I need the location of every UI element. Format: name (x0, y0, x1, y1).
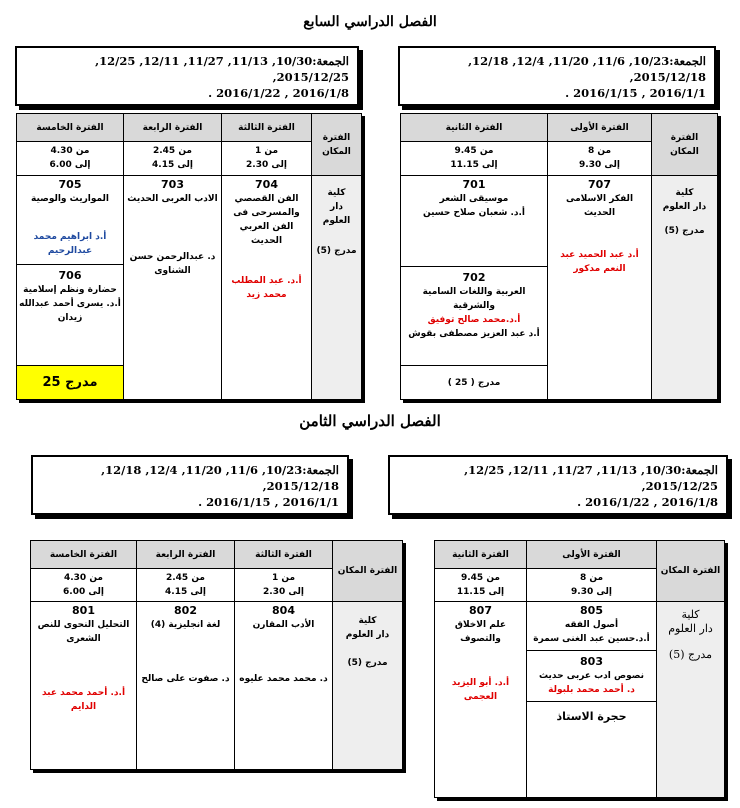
course-cell (527, 602, 657, 798)
course-cell (31, 602, 137, 770)
time-from: من 1 (271, 573, 296, 583)
time-from: من 9.45 (454, 146, 494, 156)
date-line: 2016/1/8 , 2016/1/22 . (208, 86, 349, 100)
course-name: موسيقى الشعر (439, 194, 509, 204)
course-name: علم الاخلاق والتصوف (454, 620, 507, 644)
second-course (401, 266, 547, 341)
time-to: إلى 9.30 (579, 160, 620, 170)
period-4-header: الفترة الرابعة (124, 114, 222, 142)
course-name: لغة انجليزية (4) (150, 620, 221, 630)
course-code: 703 (161, 178, 184, 191)
period-3-header: الفترة الثالثة (235, 541, 333, 569)
date-line: 2016/1/8 , 2016/1/22 . (577, 495, 718, 509)
time-from: من 4.30 (50, 146, 90, 156)
date-line: 2016/1/1 , 2016/1/15 . (565, 86, 706, 100)
sem8-dates-left (31, 455, 349, 515)
place-cell (333, 602, 403, 770)
sem7-left-schedule-table (16, 113, 362, 400)
place-header: الفترة المكان (652, 114, 718, 176)
time-from: من 8 (579, 573, 604, 583)
hall-cell: مدرج ( 25 ) (401, 366, 548, 400)
time-to: إلى 2.30 (246, 160, 287, 170)
period-1-time (527, 569, 657, 602)
hall: مدرج (5) (668, 648, 713, 661)
date-line: الجمعة:10/30, 11/13, 11/27, 12/11, 12/25, 2015/12/25, (95, 54, 349, 84)
semester-7-title: الفصل الدراسي السابع (303, 14, 437, 30)
professor: أ.د.حسين عبد الغنى سمرة (533, 634, 650, 644)
period-3-header: الفترة الثالثة (222, 114, 312, 142)
professor: د. أحمد محمد بلبولة (548, 685, 635, 695)
professor: أ.د ابراهيم محمد عبدالرحيم (33, 232, 107, 256)
sem8-left-schedule-table (30, 540, 403, 770)
professor: أ.د. أحمد محمد عبد الدايم (41, 688, 126, 712)
time-from: من 9.45 (460, 573, 501, 583)
course-cell (548, 176, 652, 400)
period-3-time (222, 142, 312, 176)
course-name: حضارة ونظم إسلامية (23, 285, 117, 295)
date-line: 2016/1/1 , 2016/1/15 . (198, 495, 339, 509)
professor: أ.د.محمد صالح توفيق (427, 315, 521, 325)
course-cell (137, 602, 235, 770)
hall: مدرج (5) (664, 226, 705, 236)
time-to: إلى 6.00 (63, 587, 104, 597)
time-to: إلى 11.15 (456, 587, 505, 597)
professor: أ.د عبد الحميد عبد النعم مدكور (560, 250, 639, 274)
period-2-time (435, 569, 527, 602)
course-code: 706 (58, 269, 82, 282)
professor: أ.د. عبد المطلب محمد زيد (231, 276, 302, 300)
period-5-time (31, 569, 137, 602)
period-1-header: الفترة الأولى (527, 541, 657, 569)
time-to: إلى 2.30 (263, 587, 304, 597)
hall: مدرج (5) (316, 246, 357, 256)
course-cell (17, 176, 124, 366)
place-cell (312, 176, 362, 400)
place-header: الفترة المكان (657, 541, 725, 602)
time-to: إلى 4.15 (152, 160, 193, 170)
time-to: إلى 6.00 (49, 160, 91, 170)
sem8-dates-right (388, 455, 728, 515)
sem7-dates-right (398, 46, 716, 106)
course-code: 801 (72, 604, 95, 617)
period-4-time (124, 142, 222, 176)
room-label: حجرة الاستاذ (527, 701, 656, 728)
time-from: من 1 (254, 146, 279, 156)
hall-cell: مدرج 25 (17, 366, 124, 400)
college: كلية (681, 608, 700, 621)
course-cell (222, 176, 312, 400)
faculty: دار العلوم (668, 622, 713, 635)
professor: أ.د. يسرى أحمد عبدالله زيدان (19, 299, 121, 323)
period-2-header: الفترة الثانية (401, 114, 548, 142)
period-5-header: الفترة الخامسة (31, 541, 137, 569)
course-code: 707 (588, 178, 611, 191)
course-cell (401, 176, 548, 366)
faculty: دار العلوم (322, 202, 351, 226)
course-code: 702 (462, 271, 486, 284)
time-from: من 4.30 (63, 573, 104, 583)
professor: د. عبدالرحمن حسن الشناوى (129, 252, 216, 276)
course-code: 802 (174, 604, 197, 617)
college: كلية (358, 616, 377, 626)
period-3-time (235, 569, 333, 602)
time-from: من 2.45 (152, 146, 193, 156)
course-code: 803 (580, 655, 603, 668)
period-1-time (548, 142, 652, 176)
date-line: الجمعة:10/23, 11/6, 11/20, 12/4, 12/18, 2015/12/18, (101, 463, 339, 493)
course-code: 805 (580, 604, 603, 617)
hall: مدرج (5) (347, 658, 388, 668)
period-5-header: الفترة الخامسة (17, 114, 124, 142)
course-code: 804 (272, 604, 295, 617)
period-2-header: الفترة الثانية (435, 541, 527, 569)
period-4-header: الفترة الرابعة (137, 541, 235, 569)
college: كلية (327, 188, 346, 198)
date-line: الجمعة:10/30, 11/13, 11/27, 12/11, 12/25, 2015/12/25, (464, 463, 718, 493)
course-name: نصوص ادب عربى حديث (539, 671, 644, 681)
place-cell (657, 602, 725, 798)
professor: أ.د عبد العزيز مصطفى بقوش (408, 329, 540, 339)
place-header: الفترة المكان (312, 114, 362, 176)
professor: أ.د. أبو اليزيد العجمى (451, 678, 510, 702)
course-name: المواريث والوصية (31, 194, 109, 204)
professor: د. صفوت على صالح (141, 674, 230, 684)
place-cell (652, 176, 718, 400)
course-name: الفن القصصي والمسرحى فى الفن العربي الحديث (233, 194, 300, 246)
course-name: الفكر الاسلامى الحديث (565, 194, 634, 218)
second-course (17, 264, 123, 325)
course-code: 701 (462, 178, 486, 191)
second-course (527, 650, 656, 697)
time-from: من 2.45 (165, 573, 206, 583)
period-2-time (401, 142, 548, 176)
place-header: الفترة المكان (333, 541, 403, 602)
course-cell (435, 602, 527, 798)
sem7-right-schedule-table (400, 113, 718, 400)
semester-8-title: الفصل الدراسي الثامن (299, 412, 441, 430)
course-cell (235, 602, 333, 770)
sem7-dates-left (15, 46, 359, 106)
professor: أ.د. شعبان صلاح حسين (422, 208, 526, 218)
time-to: إلى 11.15 (450, 160, 498, 170)
sem8-right-schedule-table (434, 540, 725, 798)
course-code: 807 (469, 604, 492, 617)
faculty: دار العلوم (662, 202, 707, 212)
professor: د. محمد محمد عليوه (239, 674, 328, 684)
course-name: العربية واللغات السامية والشرقية (422, 287, 526, 311)
course-name: الأدب المقارن (252, 620, 315, 630)
period-1-header: الفترة الأولى (548, 114, 652, 142)
course-name: التحليل النحوى للنص الشعرى (37, 620, 130, 644)
course-cell (124, 176, 222, 400)
period-5-time (17, 142, 124, 176)
course-code: 705 (58, 178, 82, 191)
course-name: الادب العربى الحديث (127, 194, 218, 204)
time-to: إلى 4.15 (165, 587, 206, 597)
course-code: 704 (255, 178, 278, 191)
time-to: إلى 9.30 (571, 587, 612, 597)
faculty: دار العلوم (345, 630, 390, 640)
time-from: من 8 (587, 146, 612, 156)
period-4-time (137, 569, 235, 602)
college: كلية (675, 188, 694, 198)
date-line: الجمعة:10/23, 11/6, 11/20, 12/4, 12/18, 2015/12/18, (468, 54, 706, 84)
course-name: أصول الفقه (564, 620, 619, 630)
